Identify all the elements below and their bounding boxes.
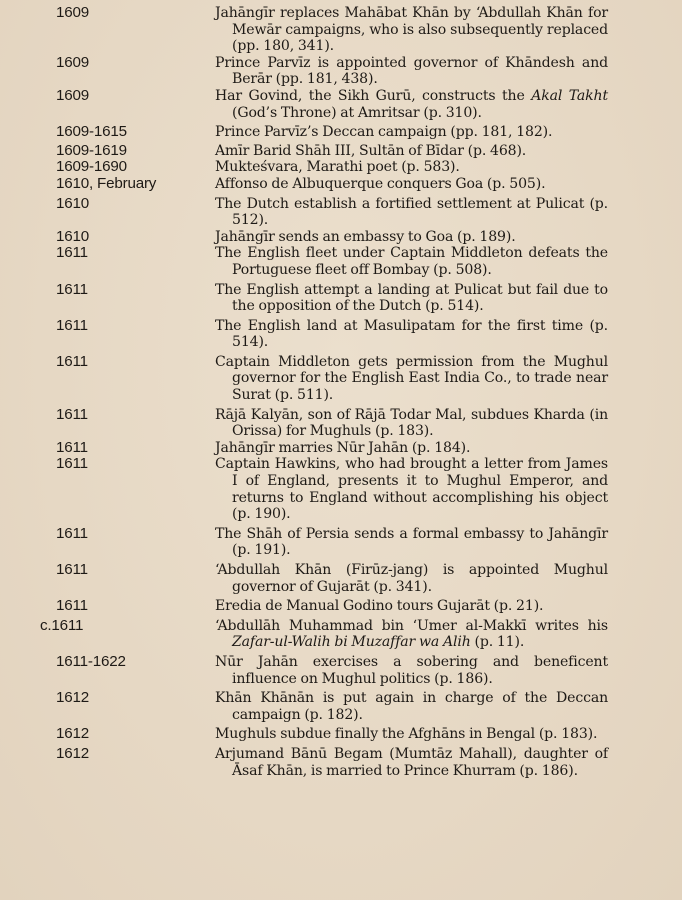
entry-text: Mughuls subdue finally the Afghāns in Bengal (p. 183). bbox=[215, 726, 598, 743]
entry-text: Jahāngīr sends an embassy to Goa (p. 189). bbox=[215, 228, 516, 245]
entry-text: The Dutch establish a fortified settlement at Pulicat (p. 512). bbox=[215, 195, 608, 229]
entry-date: 1611 bbox=[56, 352, 88, 370]
chronology-entry bbox=[0, 440, 682, 457]
entry-date: 1611 bbox=[56, 244, 88, 262]
entry-date: 1612 bbox=[56, 725, 89, 743]
entry-text-italic: Zafar-ul-Walih bi Muzaffar wa Alih bbox=[232, 634, 471, 651]
entry-text: Jahāngīr replaces Mahābat Khān by ‘Abdullah Khān for Mewār campaigns, who is also subsequently replaced (pp. 180, 341). bbox=[215, 5, 608, 55]
chronology-entry bbox=[0, 654, 682, 687]
entry-date: 1611 bbox=[56, 524, 88, 542]
chronology-entry bbox=[0, 318, 682, 351]
entry-date: 1612 bbox=[56, 744, 89, 762]
entry-date: 1610, February bbox=[56, 174, 157, 192]
entry-text: The Shāh of Persia sends a formal embassy to Jahāngīr (p. 191). bbox=[215, 525, 608, 559]
chronology-entry bbox=[0, 196, 682, 229]
chronology-entry bbox=[0, 407, 682, 440]
chronology-entry bbox=[0, 245, 682, 278]
entry-text: Prince Parvīz is appointed governor of Khāndesh and Berār (pp. 181, 438). bbox=[215, 54, 608, 88]
chronology-entry bbox=[0, 159, 682, 176]
chronology-entry bbox=[0, 746, 682, 779]
entry-text: Eredia de Manual Godino tours Gujarāt (p. 21). bbox=[215, 598, 544, 615]
chronology-entry bbox=[0, 282, 682, 315]
entry-date: 1611 bbox=[56, 597, 88, 615]
chronology-entry bbox=[0, 526, 682, 559]
chronology-entry bbox=[0, 598, 682, 615]
entry-text bbox=[215, 618, 608, 651]
chronology-list bbox=[0, 5, 682, 779]
chronology-entry bbox=[0, 55, 682, 88]
entry-text: Captain Hawkins, who had brought a letter from James I of England, presents it to Mughul Emperor, and returns to England without accomplishing his object (p. 190). bbox=[215, 456, 608, 523]
entry-date: 1609 bbox=[56, 86, 89, 104]
chronology-entry bbox=[0, 88, 682, 121]
entry-text: Amīr Barid Shāh III, Sultān of Bīdar (p. 468). bbox=[215, 142, 527, 159]
entry-date: 1611 bbox=[56, 280, 88, 298]
entry-text: Captain Middleton gets permission from the Mughul governor for the English East India Co., to trade near Surat (p. 511). bbox=[215, 353, 608, 404]
entry-text: The English attempt a landing at Pulicat but fail due to the opposition of the Dutch (p. 514). bbox=[215, 281, 608, 315]
entry-date: 1609 bbox=[56, 53, 89, 71]
entry-text-part: Har Govind, the Sikh Gurū, constructs the bbox=[215, 87, 532, 104]
entry-date: 1609-1615 bbox=[56, 123, 127, 141]
entry-text: Rājā Kalyān, son of Rājā Todar Mal, subdues Kharda (in Orissa) for Mughuls (p. 183). bbox=[215, 406, 608, 440]
chronology-entry bbox=[0, 143, 682, 160]
entry-date: 1611-1622 bbox=[56, 652, 126, 670]
entry-text-italic: Akal Takht bbox=[531, 87, 608, 104]
entry-date: 1611 bbox=[56, 438, 88, 456]
entry-date: 1609 bbox=[56, 4, 89, 21]
chronology-entry bbox=[0, 5, 682, 55]
entry-text: Arjumand Bānū Begam (Mumtāz Mahall), daughter of Āsaf Khān, is married to Prince Khurram (p. 186). bbox=[215, 745, 608, 779]
chronology-entry bbox=[0, 354, 682, 404]
chronology-entry bbox=[0, 229, 682, 246]
entry-date: 1610 bbox=[56, 194, 89, 212]
entry-text: The English land at Masulipatam for the first time (p. 514). bbox=[215, 317, 608, 351]
entry-date: 1609-1619 bbox=[56, 141, 127, 159]
entry-text bbox=[215, 88, 608, 121]
chronology-entry bbox=[0, 690, 682, 723]
chronology-entry bbox=[0, 618, 682, 651]
entry-text-part: (God’s Throne) at Amritsar (p. 310). bbox=[232, 104, 482, 121]
chronology-entry bbox=[0, 124, 682, 141]
entry-date: c.1611 bbox=[40, 616, 84, 634]
entry-date: 1612 bbox=[56, 689, 89, 707]
entry-text: Khān Khānān is put again in charge of the Deccan campaign (p. 182). bbox=[215, 690, 608, 723]
entry-text-part: (p. 11). bbox=[470, 634, 525, 651]
chronology-entry bbox=[0, 176, 682, 193]
entry-text: Nūr Jahān exercises a sobering and beneficent influence on Mughul politics (p. 186). bbox=[215, 653, 608, 687]
entry-text: Mukteśvara, Marathi poet (p. 583). bbox=[215, 159, 460, 176]
entry-date: 1611 bbox=[56, 405, 88, 423]
entry-text: ‘Abdullah Khān (Firūz-jang) is appointed Mughul governor of Gujarāt (p. 341). bbox=[215, 562, 608, 595]
chronology-entry bbox=[0, 456, 682, 522]
entry-date: 1609-1690 bbox=[56, 158, 127, 176]
entry-text-part: ‘Abdullāh Muhammad bin ‘Umer al-Makkī writes his bbox=[215, 617, 608, 634]
entry-text: Jahāngīr marries Nūr Jahān (p. 184). bbox=[215, 439, 471, 456]
entry-text: Affonso de Albuquerque conquers Goa (p. 505). bbox=[215, 175, 546, 192]
entry-date: 1611 bbox=[56, 561, 88, 578]
entry-text: Prince Parvīz’s Deccan campaign (pp. 181, 182). bbox=[215, 124, 553, 141]
chronology-entry bbox=[0, 726, 682, 743]
entry-date: 1610 bbox=[56, 227, 89, 245]
entry-text: The English fleet under Captain Middleton defeats the Portuguese fleet off Bombay (p. 508). bbox=[215, 245, 608, 278]
chronology-entry bbox=[0, 562, 682, 595]
entry-date: 1611 bbox=[56, 316, 88, 334]
entry-date: 1611 bbox=[56, 455, 88, 473]
